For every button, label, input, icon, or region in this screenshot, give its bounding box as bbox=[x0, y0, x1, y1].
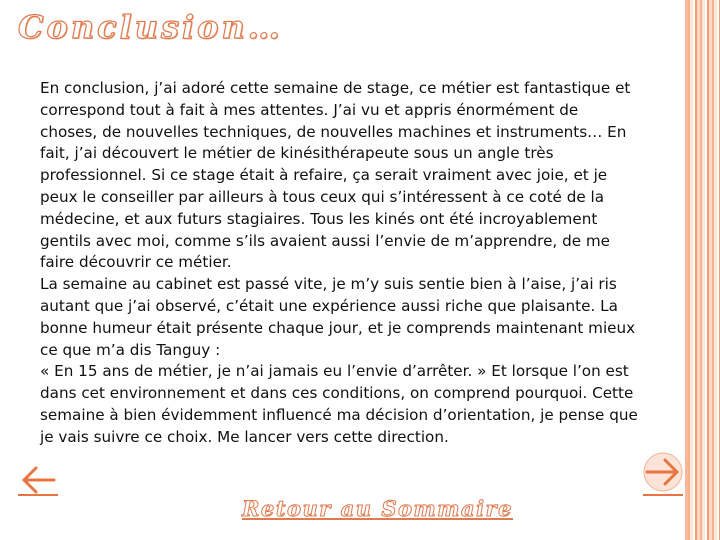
back-to-summary-link[interactable]: Retour au Sommaire bbox=[242, 496, 513, 521]
slide-body bbox=[40, 78, 640, 449]
next-slide-underline bbox=[643, 494, 683, 496]
slide-title: Conclusion… bbox=[18, 8, 283, 46]
paragraph-3: « En 15 ans de métier, je n’ai jamais eu l’envie d’arrêter. » Et lorsque l’on est dans cet environnement et dans ces conditions, on comprend pourquoi. Cette semaine à bien évidemment influencé ma décision d’orientation, je pense que je vais suivre ce choix. Me lancer vers cette direction. bbox=[40, 362, 638, 446]
decorative-side-stripes bbox=[688, 0, 720, 540]
paragraph-2: La semaine au cabinet est passé vite, je m’y suis sentie bien à l’aise, j’ai ris autant que j’ai observé, c’était une expérience aussi riche que plaisante. La bonne humeur était présente chaque jour, et je comprends maintenant mieux ce que m’a dis Tanguy : bbox=[40, 275, 636, 359]
arrow-right-icon bbox=[641, 450, 685, 494]
previous-slide-underline bbox=[18, 494, 58, 496]
previous-slide-button[interactable] bbox=[18, 462, 58, 498]
paragraph-1: En conclusion, j’ai adoré cette semaine de stage, ce métier est fantastique et correspond tout à fait à mes attentes. J’ai vu et appris énormément de choses, de nouvelles techniques, de nouvelles machines et instruments… En fait, j’ai découvert le métier de kinésithérapeute sous un angle très professionnel. Si ce stage était à refaire, ça serait vraiment avec joie, et je peux le conseiller par ailleurs à tous ceux qui s’intéressent à ce coté de la médecine, et aux futurs stagiaires. Tous les kinés ont été incroyablement gentils avec moi, comme s’ils avaient aussi l’envie de m’apprendre, de me faire découvrir ce métier. bbox=[40, 79, 631, 272]
next-slide-button[interactable] bbox=[641, 450, 685, 498]
arrow-left-icon bbox=[18, 462, 58, 498]
